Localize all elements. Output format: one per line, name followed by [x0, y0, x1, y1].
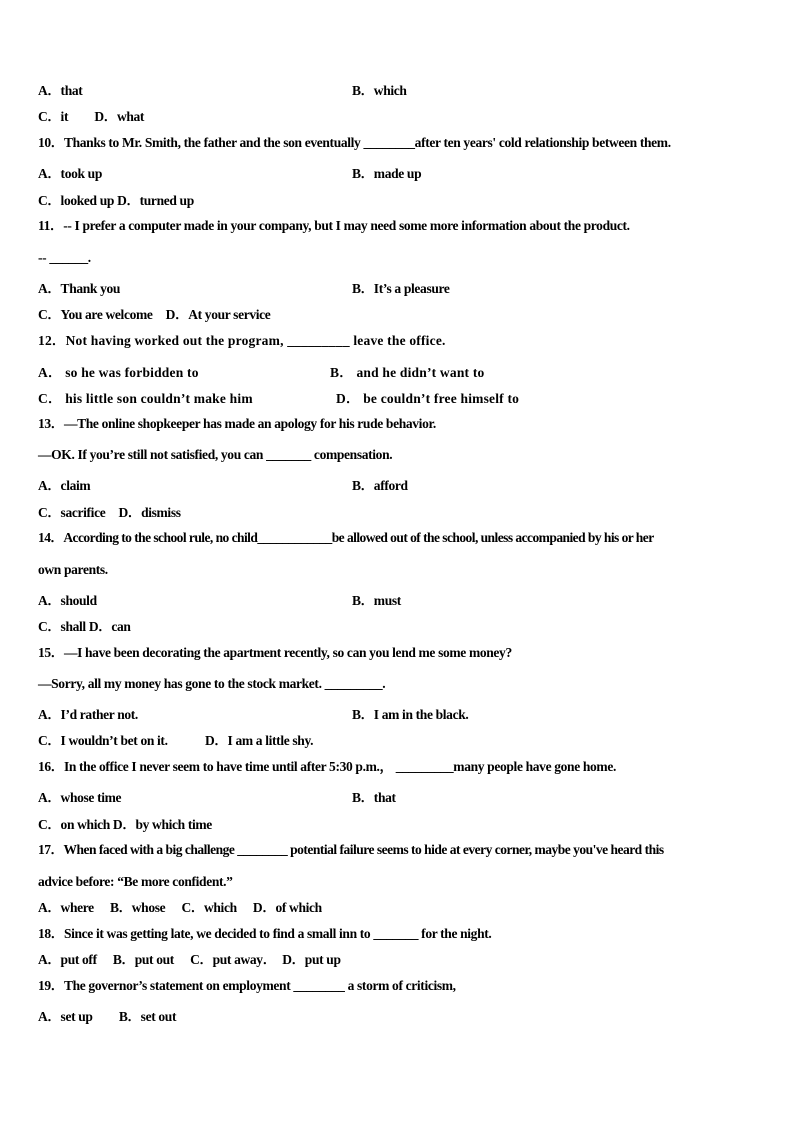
q12-option-a: A． so he was forbidden to: [38, 365, 199, 380]
q11-option-row-ab: [38, 281, 450, 297]
q15-option-row-cd: [38, 733, 314, 749]
q12-option-c: C． his little son couldn’t make him: [38, 391, 253, 406]
q10-option-b: B．made up: [352, 166, 422, 181]
q14-stem: 14．According to the school rule, no child____________be allowed out of the school, unless accompanied by his or her: [38, 530, 654, 545]
q16-stem: 16．In the office I never seem to have time until after 5:30 p.m.， _________many people have gone home.: [38, 759, 616, 774]
q16-option-a: A．whose time: [38, 790, 122, 805]
q14-option-b: B．must: [352, 593, 401, 608]
q12-option-d: D． be couldn’t free himself to: [336, 391, 520, 406]
q17-options: A．where B．whose C．which D．of which: [38, 900, 322, 915]
q10-stem: 10．Thanks to Mr. Smith, the father and the son eventually ________after ten years' cold relationship between them.: [38, 135, 671, 150]
q9-option-row-cd: C．it D．what: [38, 109, 145, 124]
q13-option-row-ab: [38, 478, 408, 494]
q15-reply: —Sorry, all my money has gone to the stock market. _________.: [38, 676, 386, 691]
q14-stem-cont: own parents.: [38, 562, 108, 577]
q14-option-row-ab: [38, 593, 401, 609]
q14-option-row-cd: C．shall D．can: [38, 619, 131, 634]
q11-option-a: A．Thank you: [38, 281, 121, 296]
q19-stem: 19．The governor’s statement on employment ________ a storm of criticism,: [38, 978, 456, 993]
q16-option-row-ab: [38, 790, 396, 806]
q13-option-a: A．claim: [38, 478, 91, 493]
q16-option-b: B．that: [352, 790, 396, 805]
q12-option-row-ab: [38, 365, 485, 381]
q18-stem: 18．Since it was getting late, we decided to find a small inn to _______ for the night.: [38, 926, 492, 941]
q12-option-row-cd: [38, 391, 520, 407]
q13-stem: 13．—The online shopkeeper has made an apology for his rude behavior.: [38, 416, 436, 431]
q13-reply: —OK. If you’re still not satisfied, you can _______ compensation.: [38, 447, 393, 462]
q9-option-row-ab: [38, 83, 407, 99]
q15-option-d: D．I am a little shy.: [205, 733, 314, 748]
q15-stem: 15．—I have been decorating the apartment recently, so can you lend me some money?: [38, 645, 512, 660]
q15-option-c: C．I wouldn’t bet on it.: [38, 733, 168, 748]
q17-stem-cont: advice before: “Be more confident.”: [38, 874, 233, 889]
q15-option-row-ab: [38, 707, 469, 723]
q13-option-row-cd: C．sacrifice D．dismiss: [38, 505, 181, 520]
q10-option-row-cd: C．looked up D．turned up: [38, 193, 194, 208]
q11-stem: 11．-- I prefer a computer made in your company, but I may need some more information about the product.: [38, 218, 630, 233]
q11-option-b: B．It’s a pleasure: [352, 281, 450, 296]
q19-options: A．set up B．set out: [38, 1009, 177, 1024]
q12-stem: 12．Not having worked out the program, _________ leave the office.: [38, 333, 446, 348]
q17-stem: 17．When faced with a big challenge ________ potential failure seems to hide at every corner, maybe you've heard this: [38, 842, 664, 857]
q16-option-row-cd: C．on which D．by which time: [38, 817, 212, 832]
q15-option-b: B．I am in the black.: [352, 707, 469, 722]
q14-option-a: A．should: [38, 593, 97, 608]
q13-option-b: B．afford: [352, 478, 408, 493]
q18-options: A．put off B．put out C．put away． D．put up: [38, 952, 341, 967]
q11-reply: -- ______.: [38, 250, 91, 265]
q15-option-a: A．I’d rather not.: [38, 707, 138, 722]
q9-option-b: B．which: [352, 83, 407, 98]
q9-option-a: A．that: [38, 83, 83, 98]
q10-option-row-ab: [38, 166, 422, 182]
q10-option-a: A．took up: [38, 166, 102, 181]
q11-option-row-cd: C．You are welcome D．At your service: [38, 307, 271, 322]
q12-option-b: B． and he didn’t want to: [330, 365, 485, 380]
